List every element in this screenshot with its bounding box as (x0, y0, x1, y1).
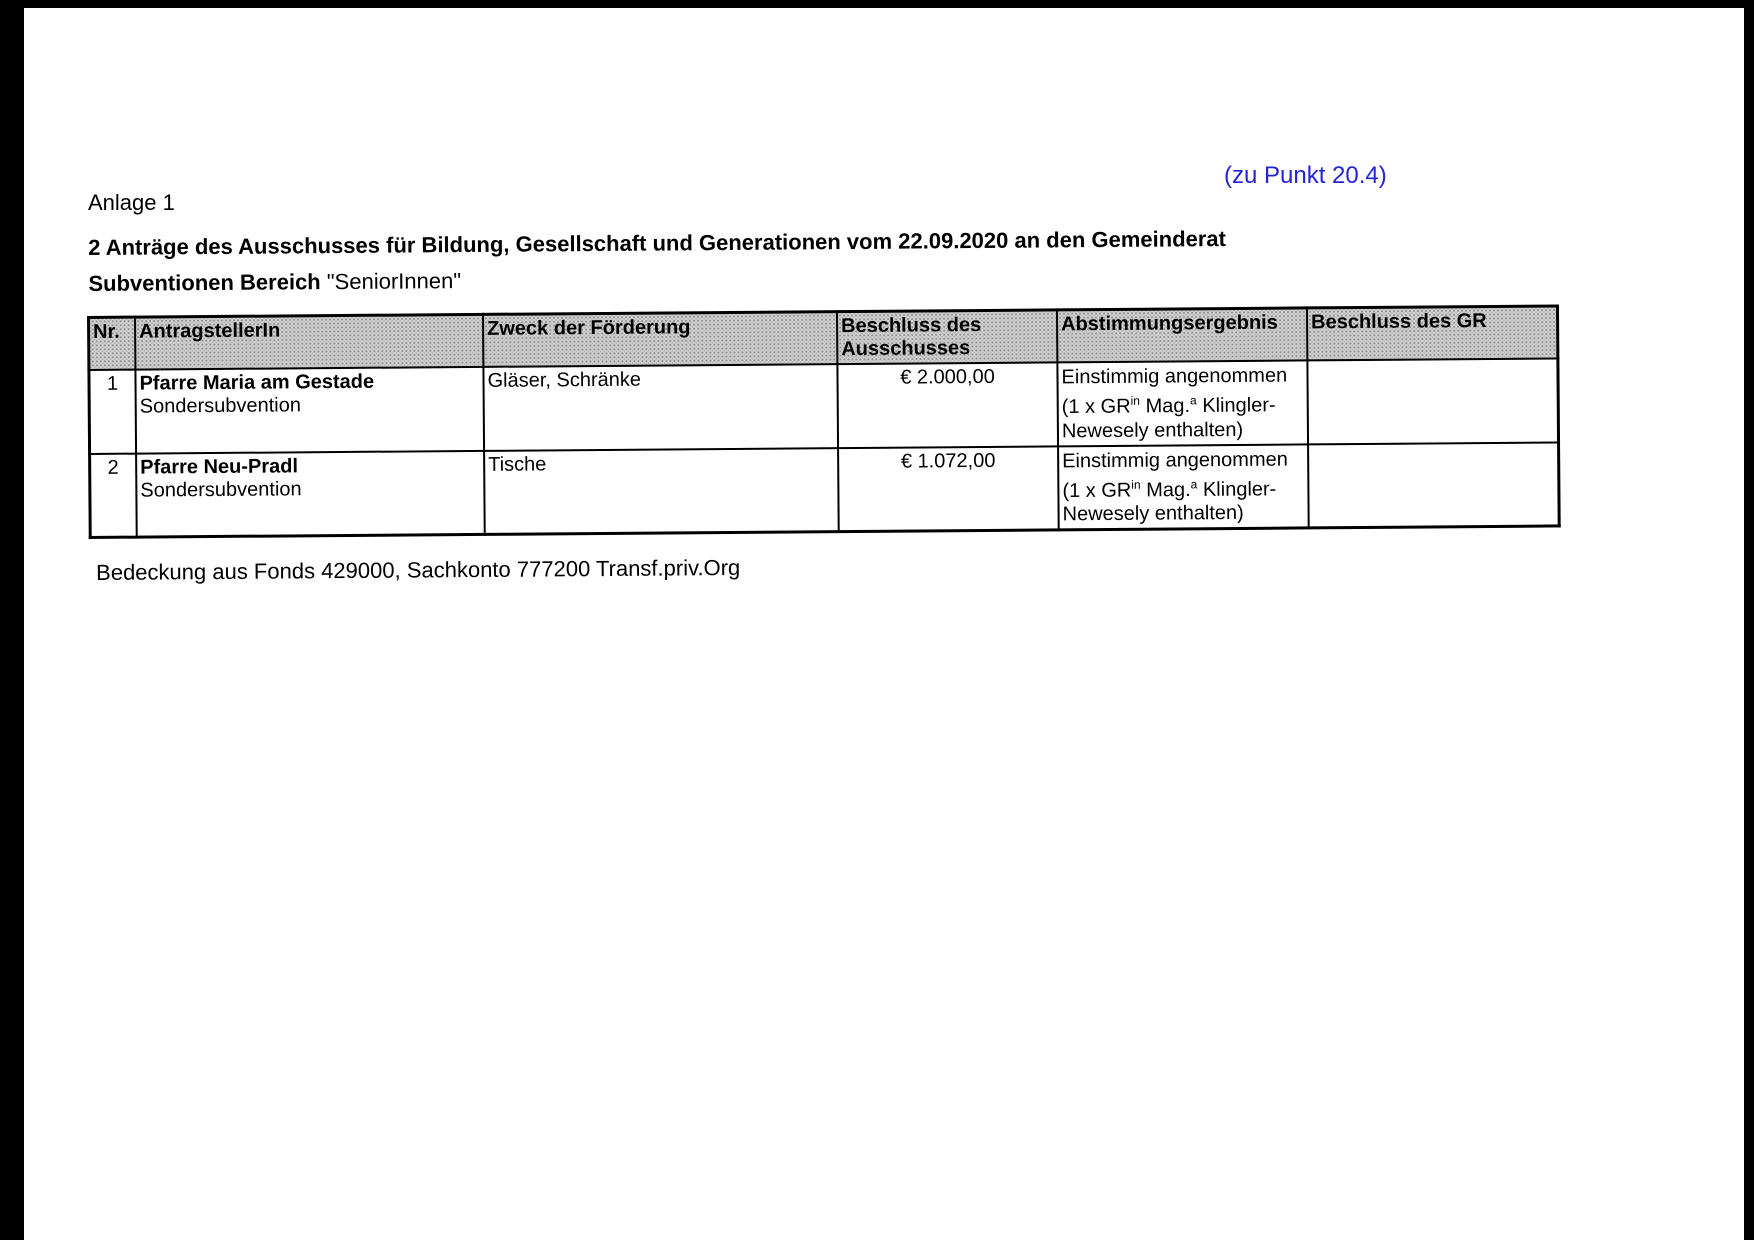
document-heading (88, 221, 1226, 302)
document-page (24, 8, 1744, 1240)
cell-vote-result (1057, 360, 1308, 446)
header-council-decision: Beschluss des GR (1307, 306, 1558, 360)
vote-line-1: Einstimmig angenommen (1061, 364, 1288, 389)
header-purpose: Zweck der Förderung (483, 312, 837, 367)
heading-line-2 (88, 257, 1226, 302)
vote-line-1: Einstimmig angenommen (1062, 448, 1288, 473)
subsidy-table (87, 304, 1561, 539)
cell-purpose: Gläser, Schränke (483, 364, 838, 450)
vote-line-2-prefix: (1 x GR (1062, 479, 1132, 502)
header-vote-result: Abstimmungsergebnis (1057, 308, 1307, 362)
subsidy-table-wrapper (87, 304, 1561, 539)
table-row (90, 442, 1560, 538)
scan-border-left (0, 0, 24, 1240)
cell-council-decision (1307, 358, 1558, 444)
cell-applicant (135, 367, 484, 453)
vote-line-3: Newesely enthalten) (1061, 418, 1244, 443)
vote-line-2-mid: Mag. (1139, 394, 1191, 418)
cell-vote-result (1058, 444, 1309, 530)
vote-line-2-prefix: (1 x GR (1061, 395, 1131, 419)
applicant-type: Sondersubvention (140, 477, 302, 502)
vote-sup-1: in (1130, 393, 1141, 408)
funding-coverage-note: Bedeckung aus Fonds 429000, Sachkonto 777200 Transf.priv.Org (96, 554, 741, 585)
vote-line-2-suffix: Klingler- (1196, 394, 1276, 417)
cell-council-decision (1308, 442, 1559, 528)
vote-sup-1: in (1131, 477, 1141, 492)
cell-purpose: Tische (484, 448, 839, 535)
header-applicant: AntragstellerIn (135, 314, 483, 369)
header-committee-decision: Beschluss des Ausschusses (837, 310, 1057, 364)
cell-nr: 2 (90, 453, 137, 538)
table-row (89, 358, 1559, 453)
attachment-label: Anlage 1 (88, 190, 175, 215)
applicant-name: Pfarre Neu-Pradl (140, 455, 299, 479)
cell-nr: 1 (89, 370, 136, 454)
agenda-reference: (zu Punkt 20.4) (1224, 162, 1387, 189)
applicant-name: Pfarre Maria am Gestade (139, 370, 375, 395)
vote-sup-2: a (1189, 393, 1197, 408)
heading-line-1: 2 Anträge des Ausschusses für Bildung, Gesellschaft und Generationen vom 22.09.2020 an den Gemeinderat (88, 226, 1227, 260)
vote-line-2-suffix: Klingler- (1197, 477, 1277, 501)
cell-committee-decision: € 1.072,00 (838, 446, 1059, 532)
vote-line-2-mid: Mag. (1140, 478, 1191, 502)
header-nr: Nr. (89, 317, 136, 370)
applicant-type: Sondersubvention (139, 394, 302, 418)
heading-line-2-bold: Subventionen Bereich (88, 269, 321, 296)
cell-applicant (136, 451, 485, 538)
vote-line-3: Newesely enthalten) (1062, 502, 1244, 526)
vote-sup-2: a (1190, 476, 1198, 491)
cell-committee-decision: € 2.000,00 (837, 362, 1058, 447)
heading-line-2-regular: "SeniorInnen" (320, 268, 462, 295)
